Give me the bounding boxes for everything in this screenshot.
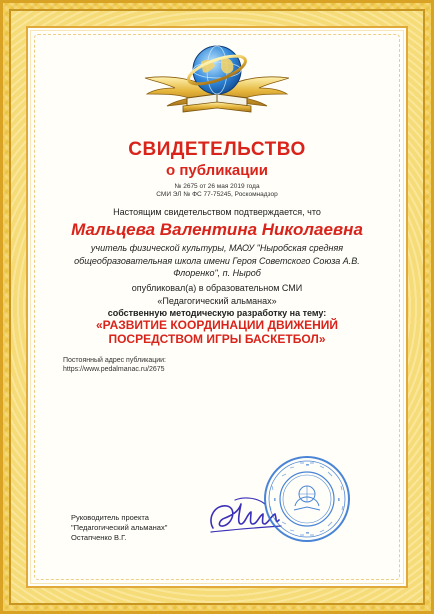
signer-project: "Педагогический альманах" — [71, 523, 168, 532]
recipient-position-line: учитель физической культуры, МАОУ "Ныробская средняя — [90, 243, 344, 253]
publication-url[interactable]: https://www.pedalmanac.ru/2675 — [63, 366, 165, 373]
certificate-title: СВИДЕТЕЛЬСТВО — [128, 139, 306, 160]
media-registration: СМИ ЭЛ № ФС 77-75245, Роскомнадзор — [156, 191, 278, 198]
signer-name: Остапченко В.Г. — [71, 533, 127, 542]
media-name: «Педагогический альманах» — [157, 296, 277, 306]
address-label: Постоянный адрес публикации: — [63, 357, 167, 364]
certificate-number: № 2675 от 26 мая 2019 года — [174, 183, 260, 190]
recipient-name: Мальцева Валентина Николаевна — [71, 220, 363, 239]
publication-topic — [44, 318, 390, 346]
topic-line: ПОСРЕДСТВОМ ИГРЫ БАСКЕТБОЛ» — [108, 332, 326, 346]
globe-book-wings-icon — [137, 40, 297, 118]
topic-line: «РАЗВИТИЕ КООРДИНАЦИИ ДВИЖЕНИЙ — [95, 318, 339, 332]
recipient-position — [54, 242, 380, 280]
confirm-text: Настоящим свидетельством подтверждается, что — [113, 207, 321, 217]
seal-stamp-icon — [262, 454, 352, 544]
recipient-position-line: Флоренко", п. Ныроб — [173, 268, 261, 279]
recipient-position-line: общеобразовательная школа имени Героя Советского Союза А.В. — [74, 255, 360, 266]
signer-role: Руководитель проекта — [71, 513, 149, 522]
work-type: собственную методическую разработку на тему: — [107, 308, 327, 318]
certificate-subtitle: о публикации — [166, 162, 268, 179]
published-in-text: опубликовал(а) в образовательном СМИ — [131, 283, 303, 293]
